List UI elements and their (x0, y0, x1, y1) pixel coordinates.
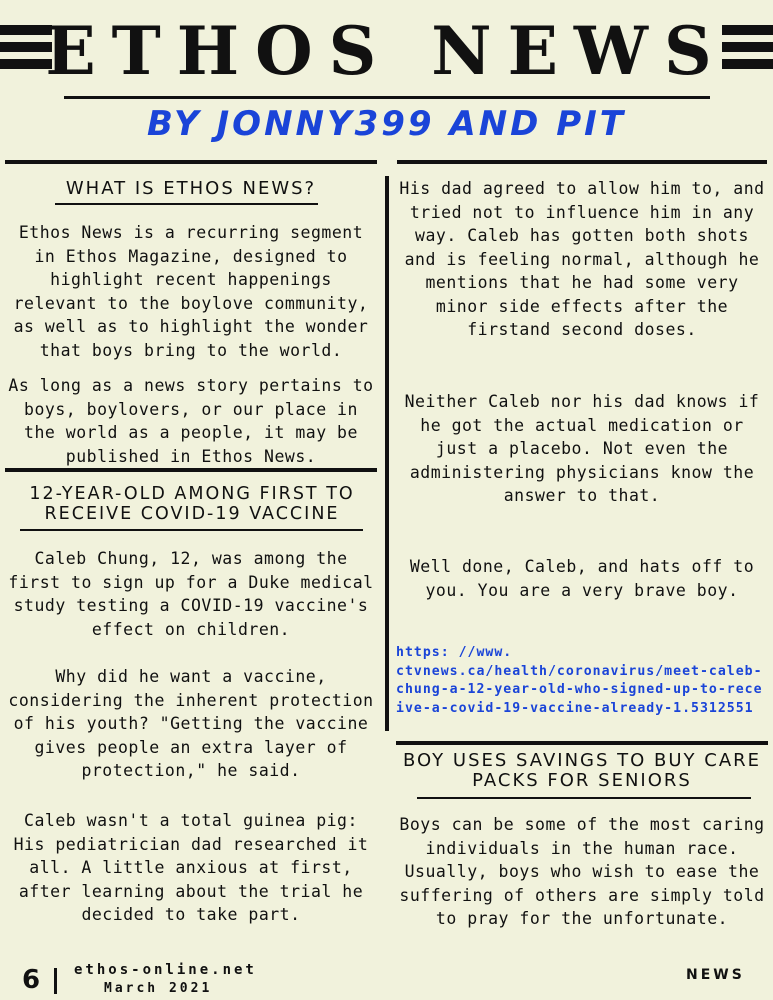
footer-site: ethos-online.net (74, 962, 257, 978)
right-top-rule (397, 160, 767, 164)
byline: BY JONNY399 AND PIT (147, 104, 626, 144)
heading-underline (55, 203, 318, 205)
masthead-rule (64, 96, 710, 99)
heading-underline (20, 529, 363, 531)
left-top-rule (5, 160, 377, 164)
covid-paragraph-2: Why did he want a vaccine, considering the inherent protection of his youth? "Getting the vaccine gives people an extra layer of protection," he said. (8, 667, 374, 780)
section-heading-what-is: WHAT IS ETHOS NEWS? (65, 178, 317, 199)
column-divider (385, 176, 389, 731)
masthead-title: ETHOS NEWS (45, 12, 728, 90)
covid-paragraph-3: Caleb wasn't a total guinea pig: His pediatrician dad researched it all. A little anxious at first, after learning about the trial he decided to take part. (13, 811, 369, 924)
what-is-paragraph-1: Ethos News is a recurring segment in Ethos Magazine, designed to highlight recent happenings relevant to the boylove community, as well as to highlight the wonder that boys bring to the world. (13, 223, 369, 360)
footer-section-label: NEWS (686, 967, 745, 983)
page-number: 6 (22, 965, 41, 995)
section-heading-covid-vaccine: 12-YEAR-OLD AMONG FIRST TO RECEIVE COVID-19 VACCINE (29, 484, 355, 524)
what-is-paragraph-2: As long as a news story pertains to boys, boylovers, or our place in the world as a people, it may be published in Ethos News. (8, 376, 374, 466)
heading-underline (417, 797, 751, 799)
care-packs-paragraph-1: Boys can be some of the most caring individuals in the human race. Usually, boys who wish to ease the suffering of others are simply told to pray for the unfortunate. (399, 815, 765, 928)
continuation-paragraph-3: Well done, Caleb, and hats off to you. You are a very brave boy. (409, 557, 755, 600)
source-link[interactable]: https: //www. ctvnews.ca/health/coronavirus/meet-caleb-chung-a-12-year-old-who-signed-up-to-receive-a-covid-19-vaccine-already-1.5312551 (396, 645, 763, 716)
footer-date: March 2021 (104, 981, 213, 996)
continuation-paragraph-2: Neither Caleb nor his dad knows if he got the actual medication or just a placebo. Not even the administering physicians know the answer to that. (404, 392, 760, 505)
footer-divider (54, 968, 57, 994)
continuation-paragraph-1: His dad agreed to allow him to, and tried not to influence him in any way. Caleb has gotten both shots and is feeling normal, although he mentions that he had some very minor side effects after the firstand second doses. (399, 179, 765, 339)
section-rule (396, 741, 768, 745)
section-heading-care-packs: BOY USES SAVINGS TO BUY CARE PACKS FOR SENIORS (402, 750, 762, 791)
section-rule (5, 468, 377, 472)
covid-paragraph-1: Caleb Chung, 12, was among the first to sign up for a Duke medical study testing a COVID-19 vaccine's effect on children. (8, 549, 374, 639)
